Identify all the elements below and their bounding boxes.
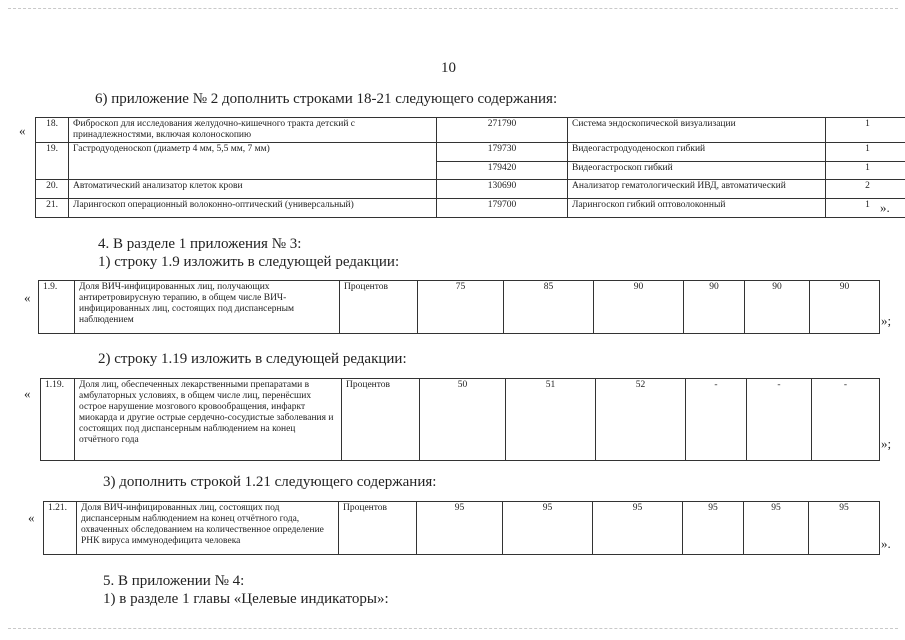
row-number: 18. — [36, 118, 69, 143]
indicator-value: - — [686, 379, 747, 461]
heading-row-1-19: 2) строку 1.19 изложить в следующей редакции: — [98, 351, 407, 367]
indicator-value: 90 — [684, 281, 745, 334]
indicator-value: 52 — [596, 379, 686, 461]
equipment-name: Автоматический анализатор клеток крови — [69, 180, 437, 199]
indicator-value: - — [812, 379, 880, 461]
indicator-name: Доля ВИЧ-инфицированных лиц, состоящих под диспансерным наблюдением на конец отчётного года, охваченных обследованием на количественное определение РНК вируса иммунодефицита человека — [77, 502, 339, 555]
equipment-code: 130690 — [437, 180, 568, 199]
equipment-name: Фиброскоп для исследования желудочно-кишечного тракта детский с принадлежностями, включая колоноскопию — [69, 118, 437, 143]
equipment-code: 179420 — [437, 162, 568, 180]
equipment-type: Система эндоскопической визуализации — [568, 118, 826, 143]
unit: Процентов — [340, 281, 418, 334]
equipment-type: Видеогастродуоденоскоп гибкий — [568, 143, 826, 162]
table1-close-quote: ». — [880, 200, 890, 215]
row-number: 1.19. — [41, 379, 75, 461]
indicator-value: 90 — [810, 281, 880, 334]
row-number: 1.21. — [44, 502, 77, 555]
indicator-value: 90 — [745, 281, 810, 334]
equipment-code: 179700 — [437, 199, 568, 218]
table-row — [36, 143, 905, 162]
equipment-name: Ларингоскоп операционный волоконно-оптический (универсальный) — [69, 199, 437, 218]
indicator-table-1-21 — [43, 501, 880, 555]
equipment-name: Гастродуоденоскоп (диаметр 4 мм, 5,5 мм, 7 мм) — [69, 143, 437, 180]
table2-open-quote: « — [24, 290, 31, 305]
row-number: 20. — [36, 180, 69, 199]
indicator-table-1-9 — [38, 280, 880, 334]
heading-row-1-21: 3) дополнить строкой 1.21 следующего содержания: — [103, 474, 437, 490]
table-row — [36, 118, 905, 143]
row-number: 19. — [36, 143, 69, 180]
heading-row-1-9: 1) строку 1.9 изложить в следующей редакции: — [98, 254, 400, 270]
top-scan-rule — [8, 8, 898, 9]
equipment-type: Ларингоскоп гибкий оптоволоконный — [568, 199, 826, 218]
table-row — [44, 502, 880, 555]
table-row — [39, 281, 880, 334]
indicator-name: Доля ВИЧ-инфицированных лиц, получающих антиретровирусную терапию, в общем числе ВИЧ-инфицированных лиц, состоящих под диспансерным наблюдением — [75, 281, 340, 334]
indicator-value: 51 — [506, 379, 596, 461]
equipment-qty: 1 — [826, 118, 905, 143]
indicator-value: 95 — [744, 502, 809, 555]
indicator-value: 95 — [503, 502, 593, 555]
table4-close-quote: ». — [881, 536, 891, 551]
table-row — [36, 180, 905, 199]
table2-close-quote: »; — [881, 313, 892, 328]
indicator-value: 95 — [683, 502, 744, 555]
equipment-qty: 1 — [826, 143, 905, 162]
row-number: 21. — [36, 199, 69, 218]
unit: Процентов — [342, 379, 420, 461]
indicator-value: 90 — [594, 281, 684, 334]
indicator-value: 95 — [593, 502, 683, 555]
indicator-value: - — [747, 379, 812, 461]
page-number: 10 — [441, 60, 456, 76]
table3-close-quote: »; — [881, 436, 892, 451]
indicator-name: Доля лиц, обеспеченных лекарственными препаратами в амбулаторных условиях, в общем числе лиц, перенёсших острое нарушение мозгового кровообращения, инфаркт миокарда и другие острые сердечно-сосудистые заболевания и состоящих под диспансерным наблюдением на конец отчётного года — [75, 379, 342, 461]
equipment-qty: 1 — [826, 162, 905, 180]
equipment-type: Анализатор гематологический ИВД, автоматический — [568, 180, 826, 199]
heading-section-5: 5. В приложении № 4: — [103, 573, 245, 589]
indicator-value: 95 — [809, 502, 880, 555]
table-row — [36, 199, 905, 218]
equipment-type: Видеогастроскоп гибкий — [568, 162, 826, 180]
heading-section-5-1: 1) в разделе 1 главы «Целевые индикаторы»: — [103, 591, 389, 607]
table1-open-quote: « — [19, 123, 26, 138]
indicator-value: 50 — [420, 379, 506, 461]
table3-open-quote: « — [24, 386, 31, 401]
unit: Процентов — [339, 502, 417, 555]
indicator-value: 95 — [417, 502, 503, 555]
row-number: 1.9. — [39, 281, 75, 334]
table4-open-quote: « — [28, 510, 35, 525]
heading-section-4: 4. В разделе 1 приложения № 3: — [98, 236, 302, 252]
equipment-qty: 1 — [826, 199, 905, 218]
indicator-value: 85 — [504, 281, 594, 334]
equipment-table — [35, 117, 905, 218]
equipment-qty: 2 — [826, 180, 905, 199]
heading-appendix-2: 6) приложение № 2 дополнить строками 18-21 следующего содержания: — [95, 91, 558, 107]
indicator-value: 75 — [418, 281, 504, 334]
equipment-code: 179730 — [437, 143, 568, 162]
equipment-code: 271790 — [437, 118, 568, 143]
table-row — [41, 379, 880, 461]
bottom-scan-rule — [8, 628, 898, 629]
indicator-table-1-19 — [40, 378, 880, 461]
